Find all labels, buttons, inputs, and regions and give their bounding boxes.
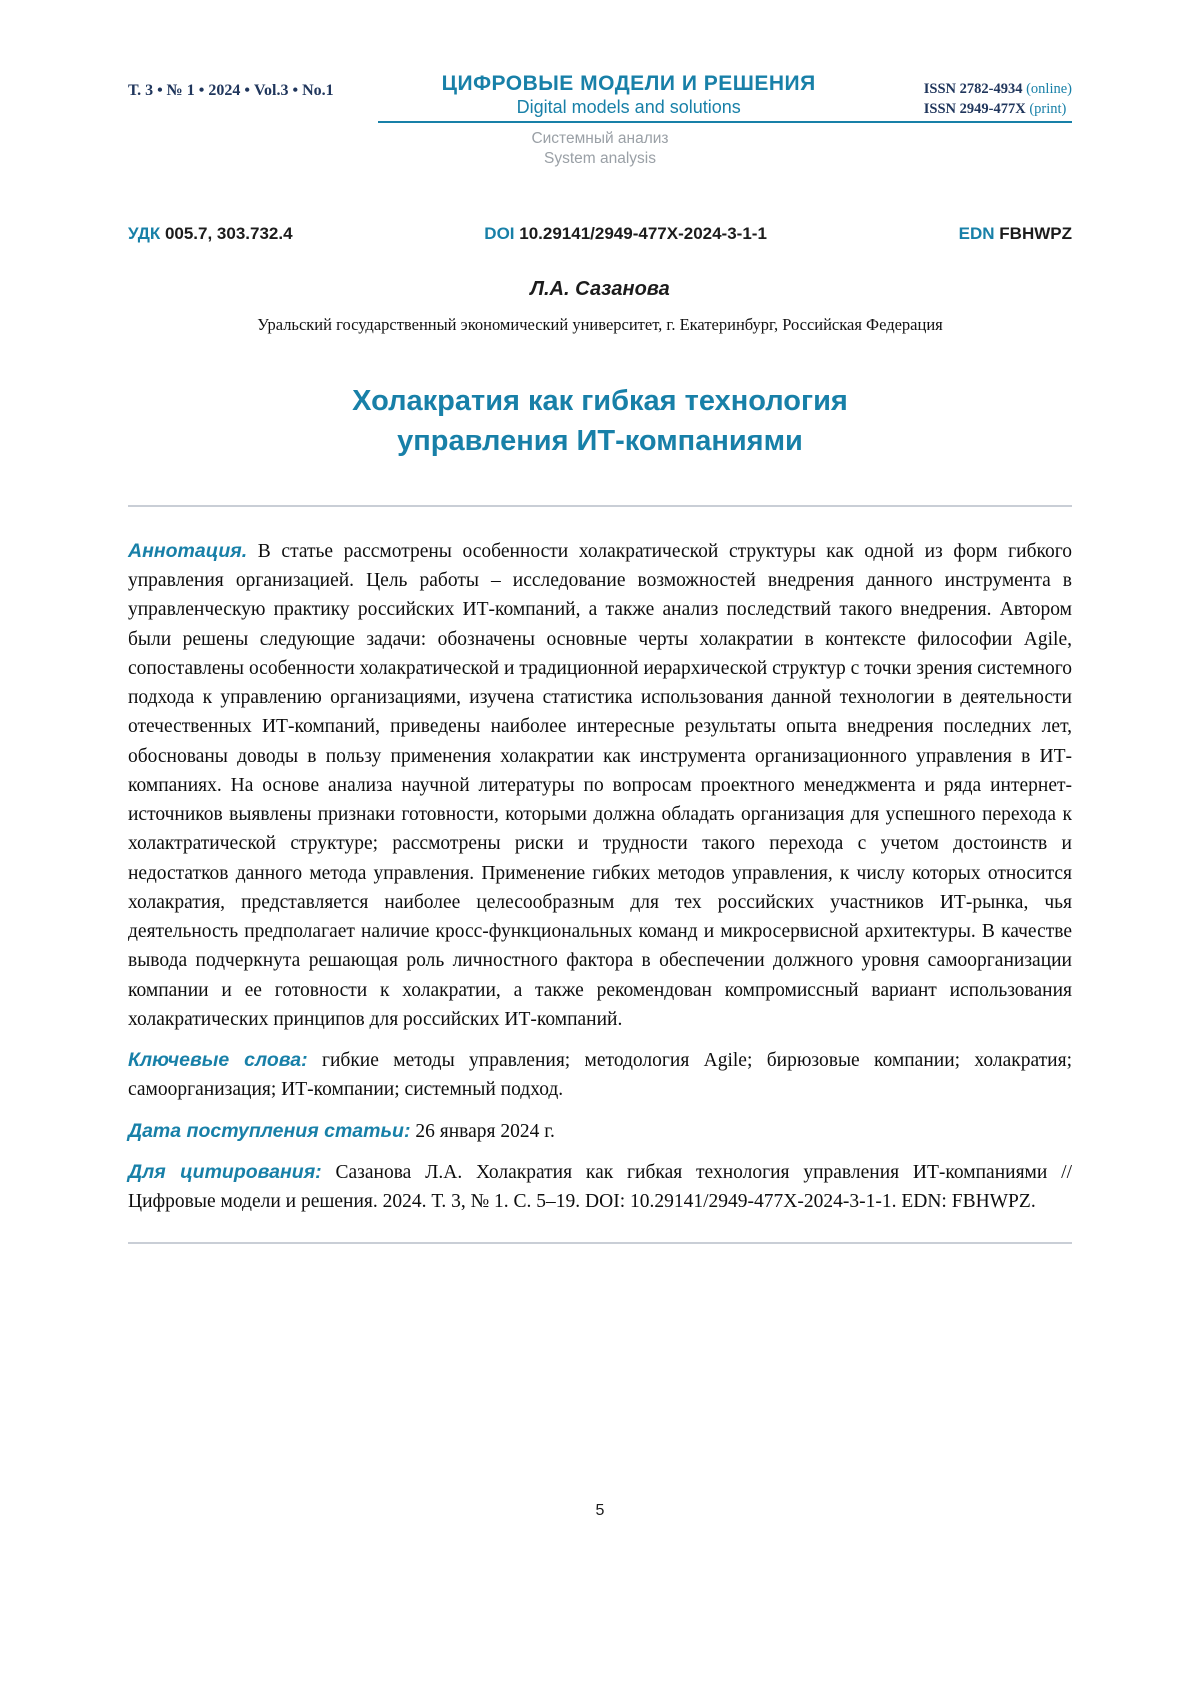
received-label: Дата поступления статьи: [128, 1119, 411, 1142]
citation-label: Для цитирования: [128, 1160, 322, 1183]
issn-print-code: ISSN 2949-477X [923, 100, 1026, 117]
doi-value: 10.29141/2949-477X-2024-3-1-1 [519, 223, 767, 243]
divider-bottom [128, 1242, 1072, 1244]
article-title [128, 381, 1072, 461]
issn-print [924, 100, 1072, 120]
abstract-paragraph [128, 537, 1072, 1034]
issn-block [924, 72, 1072, 119]
keywords-text: гибкие методы управления; методология Agile; бирюзовые компании; холакратия; самоорганизация; ИТ-компании; системный подход. [128, 1050, 1072, 1101]
udk-label: УДК [128, 223, 161, 243]
divider-top [128, 505, 1072, 507]
volume-info: Т. 3 • № 1 • 2024 • Vol.3 • No.1 [128, 82, 334, 99]
keywords-label: Ключевые слова: [128, 1049, 308, 1072]
journal-header [128, 72, 1072, 119]
abstract-label: Аннотация. [128, 539, 248, 562]
article-title-line1: Холакратия как гибкая технология [352, 384, 848, 417]
udk [128, 224, 293, 244]
section-name-ru: Системный анализ [531, 130, 669, 148]
article-front-matter [128, 537, 1072, 1217]
author-affiliation: Уральский государственный экономический университет, г. Екатеринбург, Российская Федерация [257, 314, 943, 334]
abstract-text: В статье рассмотрены особенности холакратической структуры как одной из форм гибкого управления организацией. Цель работы – исследование возможностей внедрения данного инструмента в управленческую практику российских ИТ-компаний, а также анализ последствий такого внедрения. Автором были решены следующие задачи: обозначены основные черты холакратии в контексте философии Agile, сопоставлены особенности холакратической и традиционной иерархической структур с точки зрения системного подхода к управлению организациями, изучена статистика использования данной технологии в деятельности отечественных ИТ-компаний, приведены наиболее интересные результаты опыта внедрения последних лет, обоснованы доводы в пользу применения холакратии как инструмента организационного управления в ИТ-компаниях. На основе анализа научной литературы по вопросам проектного менеджмента и ряда интернет-источников выявлены признаки готовности, которыми должна обладать организация для успешного перехода к холактратической структуре; рассмотрены риски и трудности такого перехода с учетом достоинств и недостатков данного метода управления. Применение гибких методов управления, к числу которых относится холакратия, представляется наиболее целесообразным для тех российских участников ИТ-рынка, чья деятельность предполагает наличие кросс-функциональных команд и микросервисной архитектуры. В качестве вывода подчеркнута решающая роль личностного фактора в обеспечении должного уровня самоорганизации компании и ее готовности к холакратии, а также рекомендован компромиссный вариант использования холакратических принципов для российских ИТ-компаний. [128, 540, 1072, 1030]
article-title-line2: управления ИТ-компаниями [397, 424, 803, 457]
issn-online-suffix: (online) [1026, 81, 1072, 97]
edn [959, 224, 1072, 244]
meta-row [128, 224, 1072, 244]
received-paragraph [128, 1117, 1072, 1146]
section-block [128, 129, 1072, 168]
issn-online-code: ISSN 2782-4934 [923, 81, 1023, 97]
udk-value: 005.7, 303.732.4 [164, 223, 293, 243]
doi [484, 224, 767, 244]
section-name-en: System analysis [544, 149, 656, 167]
issn-print-suffix: (print) [1029, 100, 1067, 117]
header-accent-rule [378, 121, 1072, 123]
page-number: 5 [595, 1502, 605, 1519]
journal-subtitle: Digital models and solutions [516, 97, 741, 117]
edn-value: FBHWPZ [999, 223, 1072, 243]
edn-label: EDN [958, 223, 995, 243]
citation-text: Сазанова Л.А. Холакратия как гибкая технология управления ИТ-компаниями // Цифровые модели и решения. 2024. Т. 3, № 1. С. 5–19. DOI: 10.29141/2949-477X-2024-3-1-1. EDN: FBHWPZ. [128, 1161, 1072, 1213]
received-text: 26 января 2024 г. [415, 1120, 555, 1142]
keywords-paragraph [128, 1046, 1072, 1105]
citation-paragraph [128, 1158, 1072, 1217]
issn-online [924, 80, 1072, 100]
journal-title-block [334, 72, 924, 118]
doi-label: DOI [484, 223, 515, 243]
author-name: Л.А. Сазанова [530, 277, 670, 300]
journal-title: ЦИФРОВЫЕ МОДЕЛИ И РЕШЕНИЯ [441, 72, 816, 95]
